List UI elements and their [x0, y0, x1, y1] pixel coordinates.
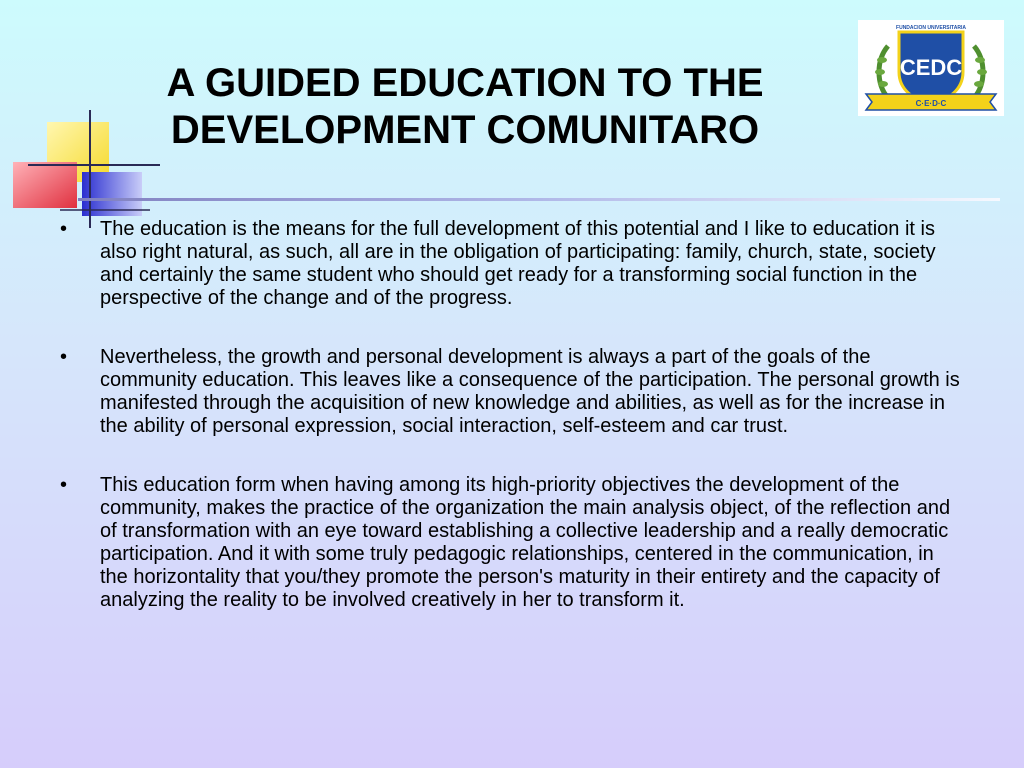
bullet-dot: •: [60, 218, 68, 240]
title-line-2: DEVELOPMENT COMUNITARO: [170, 108, 760, 152]
bullet-item: [60, 474, 965, 612]
bullet-list: [60, 218, 965, 648]
bullet-dot: •: [60, 346, 68, 368]
cedc-logo: [858, 20, 1004, 116]
bullet-text: This education form when having among its high-priority objectives the development of the community, makes the practice of the organization the main analysis object, of the reflection and of transformation with an eye toward establishing a collective leadership and a really democratic participation. And it with some truly pedagogic relationships, centered in the communication, in the horizontality that you/they promote the person's maturity in their entirety and the capacity of analyzing the reality to be involved creatively in her to transform it.: [100, 474, 951, 611]
title-line-1: A GUIDED EDUCATION TO THE: [166, 61, 764, 105]
red-square: [13, 162, 77, 208]
svg-text:FUNDACION UNIVERSITARIA: FUNDACION UNIVERSITARIA: [896, 25, 966, 31]
bullet-text: Nevertheless, the growth and personal development is always a part of the goals of the community education. This leaves like a consequence of the participation. The personal growth is manifested through the acquisition of new knowledge and abilities, as well as for the increase in the ability of personal expression, social interaction, self-esteem and car trust.: [100, 346, 960, 437]
bullet-item: [60, 218, 965, 310]
svg-text:CEDC: CEDC: [899, 55, 963, 80]
svg-text:C·E·D·C: C·E·D·C: [915, 99, 947, 108]
title-divider: [78, 198, 1000, 201]
bullet-text: The education is the means for the full development of this potential and I like to education it is also right natural, as such, all are in the obligation of participating: family, church, state, society and certainly the same student who should get ready for a transforming social function in the perspective of the change and of the progress.: [100, 218, 936, 309]
bullet-item: [60, 346, 965, 438]
bullet-dot: •: [60, 474, 68, 496]
slide-title: [105, 60, 825, 154]
cedc-emblem: [858, 20, 1004, 116]
